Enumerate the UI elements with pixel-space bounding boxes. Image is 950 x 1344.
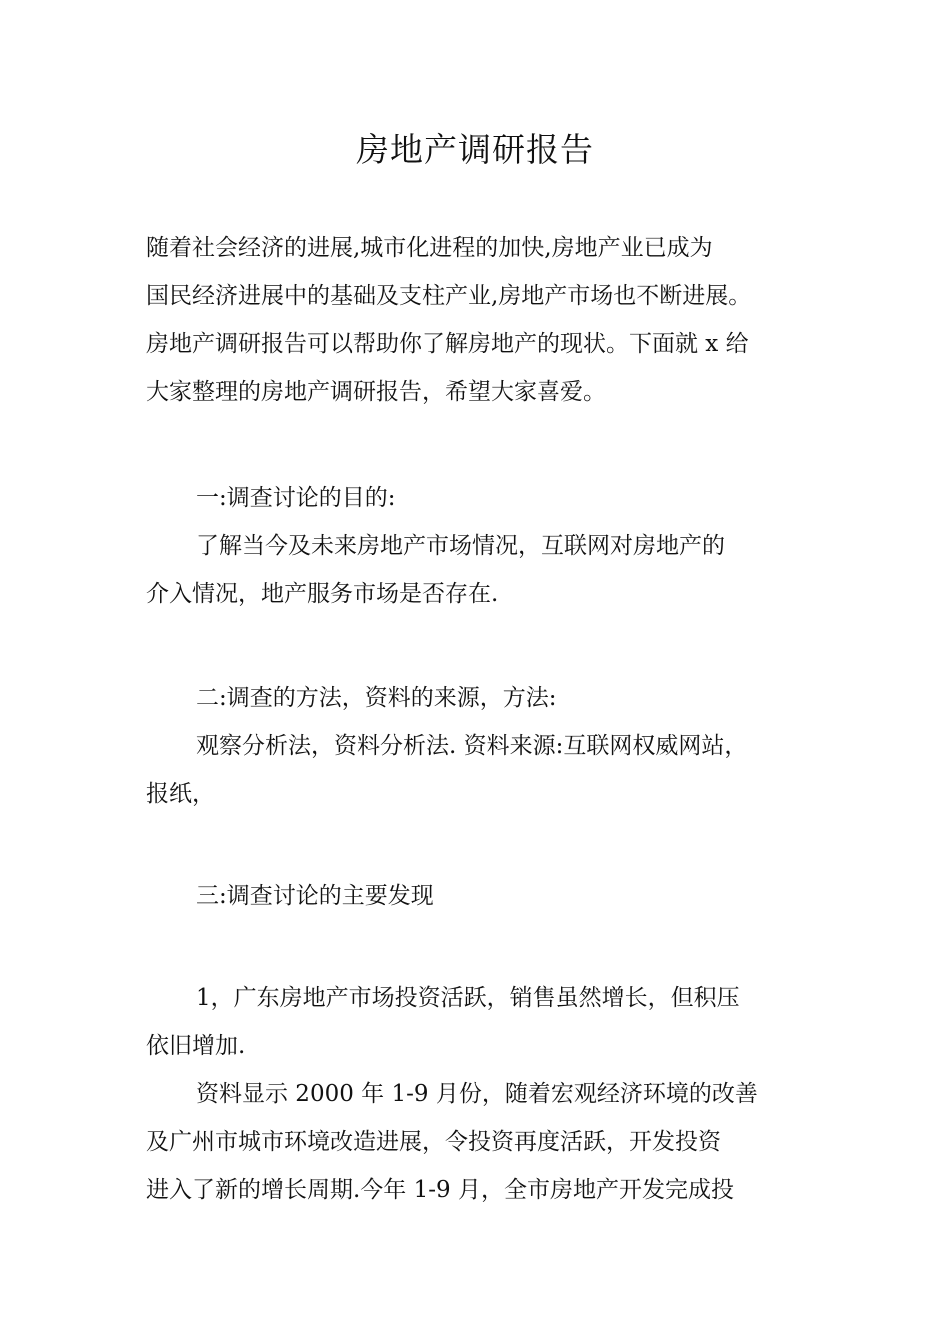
- text-line: 及广州市城市环境改造进展，令投资再度活跃，开发投资: [146, 1129, 721, 1155]
- text-line: 资料显示 2000 年 1-9 月份，随着宏观经济环境的改善: [196, 1081, 758, 1107]
- text-line: 报纸，: [146, 781, 215, 807]
- text-line: 随着社会经济的进展,城市化进程的加快,房地产业已成为: [146, 235, 713, 261]
- text-line: 房地产调研报告可以帮助你了解房地产的现状。下面就 x 给: [146, 331, 749, 357]
- text-line: 大家整理的房地产调研报告，希望大家喜爱。: [146, 379, 606, 405]
- section-3: [146, 872, 816, 920]
- text-line: 了解当今及未来房地产市场情况，互联网对房地产的: [196, 533, 725, 559]
- section-heading: 一:调查讨论的目的:: [196, 485, 396, 511]
- text-line: 介入情况，地产服务市场是否存在.: [146, 581, 499, 607]
- text-line: 进入了新的增长周期.今年 1-9 月，全市房地产开发完成投: [146, 1177, 734, 1203]
- section-2: [146, 674, 816, 818]
- section-1: [146, 474, 816, 618]
- finding-1-detail: [146, 1070, 816, 1214]
- text-line: 国民经济进展中的基础及支柱产业,房地产市场也不断进展。: [146, 283, 752, 309]
- text-line: 1，广东房地产市场投资活跃，销售虽然增长，但积压: [196, 985, 740, 1011]
- document-title: 房地产调研报告: [356, 130, 594, 169]
- section-heading: 二:调查的方法，资料的来源，方法:: [196, 685, 557, 711]
- section-heading: 三:调查讨论的主要发现: [196, 883, 434, 909]
- finding-1: [146, 974, 816, 1070]
- text-line: 观察分析法，资料分析法. 资料来源:互联网权威网站，: [196, 733, 748, 759]
- intro-paragraph: [146, 224, 816, 416]
- text-line: 依旧增加.: [146, 1033, 246, 1059]
